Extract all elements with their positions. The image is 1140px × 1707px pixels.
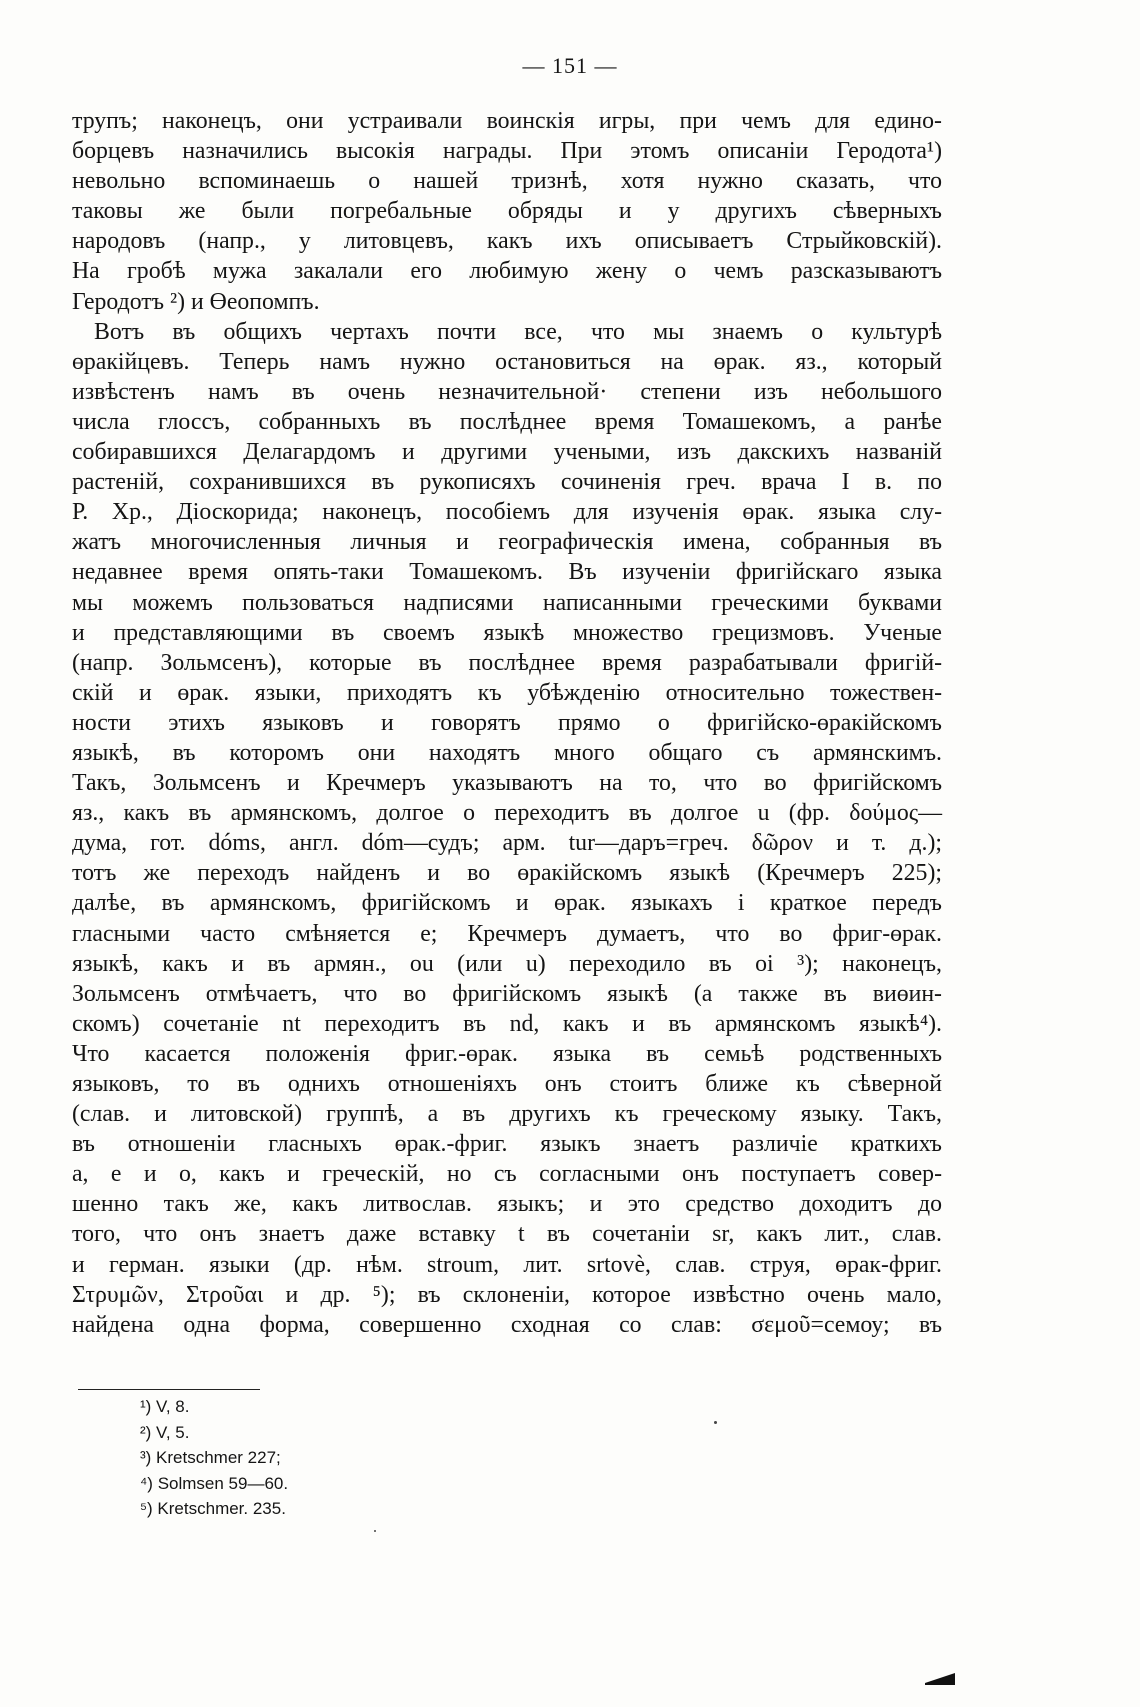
page-corner-mark [925,1671,955,1685]
text-line: өракійцевъ. Теперь намъ нужно остановиться на өрак. яз., который [72,348,942,375]
text-line: гласными часто смѣняется e; Кречмеръ думаетъ, что во фриг-өрак. [72,920,942,947]
text-line: таковы же были погребальные обряды и у другихъ сѣверныхъ [72,198,942,225]
text-line: далѣе, въ армянскомъ, фригійскомъ и өрак. языкахъ i краткое передъ [72,890,942,917]
scan-speck [714,1421,717,1424]
text-line: и представляющими въ своемъ языкѣ множество грецизмовъ. Ученые [72,619,942,646]
footnotes [140,1394,288,1522]
text-line: числа глоссъ, собранныхъ въ послѣднее время Томашекомъ, а ранѣе [72,408,942,435]
text-line: (слав. и литовской) группѣ, а въ другихъ къ греческому языку. Такъ, [72,1101,942,1128]
text-line: Στρυμῶν, Στροῦαι и др. ⁵); въ склоненіи, которое извѣстно очень мало, [72,1281,942,1308]
text-line: дума, гот. dóms, англ. dóm—судъ; арм. tur—даръ=греч. δῶρον и т. д.); [72,830,942,857]
text-line: (напр. Зольмсенъ), которые въ послѣднее время разрабатывали фригій- [72,649,942,676]
text-line: На гробѣ мужа закалали его любимую жену о чемъ разсказываютъ [72,258,942,285]
text-line: тотъ же переходъ найденъ и во өракійскомъ языкѣ (Кречмеръ 225); [72,860,942,887]
text-line: Такъ, Зольмсенъ и Кречмеръ указываютъ на то, что во фригійскомъ [72,770,942,797]
text-line: Зольмсенъ отмѣчаетъ, что во фригійскомъ языкѣ (а также въ виөин- [72,980,942,1007]
text-line: Вотъ въ общихъ чертахъ почти все, что мы знаемъ о культурѣ [94,318,942,345]
text-line: растеній, сохранившихся въ рукописяхъ сочиненія греч. врача I в. по [72,469,942,496]
text-line: Р. Хр., Діоскорида; наконецъ, пособіемъ для изученія өрак. языка слу- [72,499,942,526]
text-line: яз., какъ въ армянскомъ, долгое о переходитъ въ долгое u (фр. δούμος— [72,800,942,827]
footnote: ⁵) Kretschmer. 235. [140,1499,286,1518]
page-number: — 151 — [522,53,618,78]
text-line: невольно вспоминаешь о нашей тризнѣ, хотя нужно сказать, что [72,168,942,195]
text-line: a, e и o, какъ и греческій, но съ согласными онъ поступаетъ совер- [72,1161,942,1188]
text-line: того, что онъ знаетъ даже вставку t въ сочетаніи sr, какъ лит., слав. [72,1221,942,1248]
text-line: народовъ (напр., у литовцевъ, какъ ихъ описываетъ Стрыйковскій). [72,228,942,255]
footnote: ⁴) Solmsen 59—60. [140,1473,289,1493]
footnote-divider [78,1389,260,1390]
text-line: языкѣ, какъ и въ армян., ou (или u) переходило въ oi ³); наконецъ, [72,950,942,977]
text-line: найдена одна форма, совершенно сходная со слав: σεμοῦ=семоу; въ [72,1311,942,1338]
text-line: недавнее время опять-таки Томашекомъ. Въ изученіи фригійскаго языка [72,559,942,586]
text-line: языковъ, то въ однихъ отношеніяхъ онъ стоитъ ближе къ сѣверной [72,1071,942,1097]
text-line: ности этихъ языковъ и говорятъ прямо о фригійско-өракійскомъ [72,709,942,736]
text-line: въ отношеніи гласныхъ өрак.-фриг. языкъ знаетъ различіе краткихъ [72,1131,942,1158]
footnote: ¹) V, 8. [140,1397,190,1416]
text-line: скій и өрак. языки, приходятъ къ убѣжденію относительно тожествен- [72,679,942,706]
text-line: извѣстенъ намъ въ очень незначительной· степени изъ небольшого [72,378,942,405]
text-line: языкѣ, въ которомъ они находятъ много общаго съ армянскимъ. [72,739,942,766]
text-line: и герман. языки (др. нѣм. stroum, лит. srtovè, слав. струя, өрак-фриг. [72,1251,942,1278]
text-line: шенно такъ же, какъ литвослав. языкъ; и это средство доходитъ до [72,1191,942,1218]
text-line: скомъ) сочетаніе nt переходитъ въ nd, какъ и въ армянскомъ языкѣ⁴). [72,1010,942,1037]
scan-speck [374,1530,376,1532]
text-line: Что касается положенія фриг.-өрак. языка въ семьѣ родственныхъ [72,1040,942,1067]
footnote: ²) V, 5. [140,1422,190,1442]
text-line: жатъ многочисленныя личныя и географическія имена, собранныя въ [72,529,942,556]
text-line: борцевъ назначились высокія награды. При этомъ описаніи Геродота¹) [72,138,942,165]
main-text [72,106,942,1340]
text-line: собиравшихся Делагардомъ и другими учеными, изъ дакскихъ названій [72,439,942,466]
text-line: мы можемъ пользоваться надписями написанными греческими буквами [72,589,942,616]
text-line: Геродотъ ²) и Өеопомпъ. [72,288,320,315]
text-line: трупъ; наконецъ, они устраивали воинскія игры, при чемъ для едино- [72,108,942,134]
footnote: ³) Kretschmer 227; [140,1448,281,1467]
